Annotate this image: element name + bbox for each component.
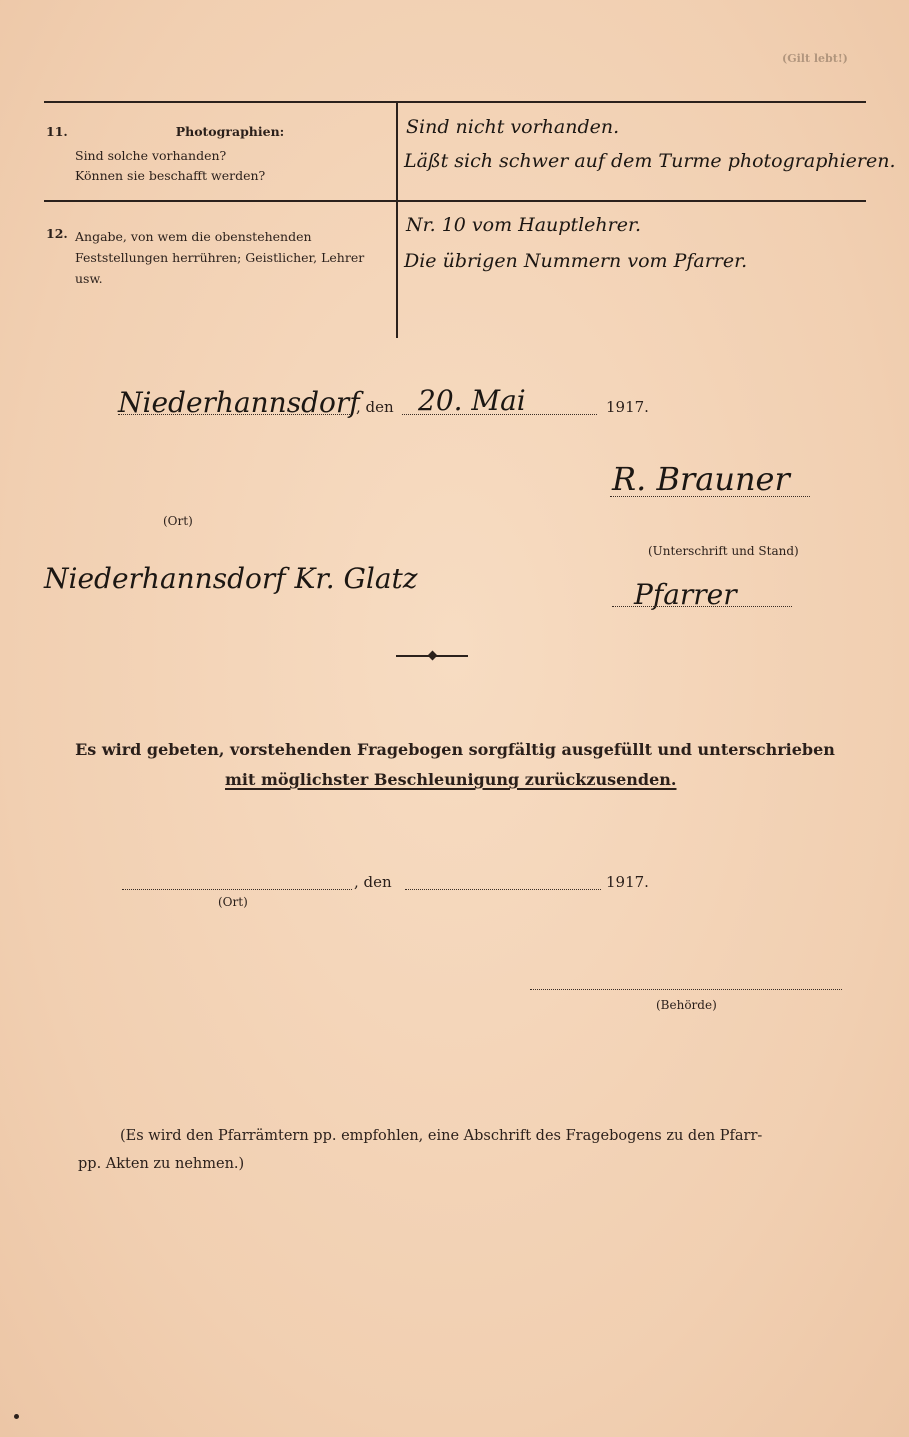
behoerde-label: (Behörde) bbox=[656, 998, 717, 1012]
year-1: 1917. bbox=[606, 398, 649, 416]
row-12-answer-2: Die übrigen Nummern vom Pfarrer. bbox=[404, 250, 748, 272]
year-2: 1917. bbox=[606, 873, 649, 891]
row-12-title: Angabe, von wem die obenstehenden Feststellungen herrühren; Geistlicher, Lehrer usw. bbox=[75, 229, 365, 286]
table-top-border bbox=[44, 101, 866, 103]
footer-note-line-1: (Es wird den Pfarrämtern pp. empfohlen, eine Abschrift des Fragebogens zu den Pfarr- bbox=[120, 1128, 763, 1144]
ink-dot bbox=[14, 1414, 19, 1419]
signature: R. Brauner bbox=[612, 460, 790, 498]
ort-blank-line bbox=[122, 889, 352, 890]
date-line bbox=[402, 414, 597, 415]
ornament-divider bbox=[396, 652, 468, 660]
notice-line-2: mit möglichster Beschleunigung zurückzusenden. bbox=[225, 770, 677, 789]
den-label-2: , den bbox=[354, 873, 392, 891]
signature-caption: (Unterschrift und Stand) bbox=[648, 544, 799, 558]
date-handwritten: 20. Mai bbox=[418, 384, 526, 417]
row-12-answer-1: Nr. 10 vom Hauptlehrer. bbox=[406, 214, 641, 236]
table-row-divider bbox=[44, 200, 866, 202]
row-12-number: 12. bbox=[46, 226, 68, 241]
corner-stamp: (Gilt lebt!) bbox=[782, 52, 848, 65]
behoerde-blank-line bbox=[530, 989, 842, 990]
address-handwritten: Niederhannsdorf Kr. Glatz bbox=[44, 562, 418, 595]
row-11-answer-2: Läßt sich schwer auf dem Turme photographieren. bbox=[404, 150, 896, 172]
stand-line bbox=[612, 606, 792, 607]
date-blank-line bbox=[405, 889, 601, 890]
row-11-question-1: Sind solche vorhanden? bbox=[75, 148, 227, 163]
footer-note-line-2: pp. Akten zu nehmen.) bbox=[78, 1156, 245, 1172]
ort-label-1: (Ort) bbox=[163, 514, 193, 528]
row-11-number: 11. bbox=[46, 124, 68, 139]
row-11-question-2: Können sie beschafft werden? bbox=[75, 168, 266, 183]
stand-handwritten: Pfarrer bbox=[634, 578, 737, 611]
notice-line-1: Es wird gebeten, vorstehenden Fragebogen sorgfältig ausgefüllt und unterschrieben bbox=[75, 740, 835, 759]
row-11-answer-1: Sind nicht vorhanden. bbox=[406, 116, 620, 138]
row-11-title: Photographien: bbox=[175, 124, 285, 139]
ort-label-2: (Ort) bbox=[218, 895, 248, 909]
place-line bbox=[118, 414, 350, 415]
den-label-1: , den bbox=[356, 398, 394, 416]
signature-line bbox=[610, 496, 810, 497]
table-column-divider bbox=[396, 101, 398, 338]
place-handwritten: Niederhannsdorf bbox=[118, 386, 360, 419]
